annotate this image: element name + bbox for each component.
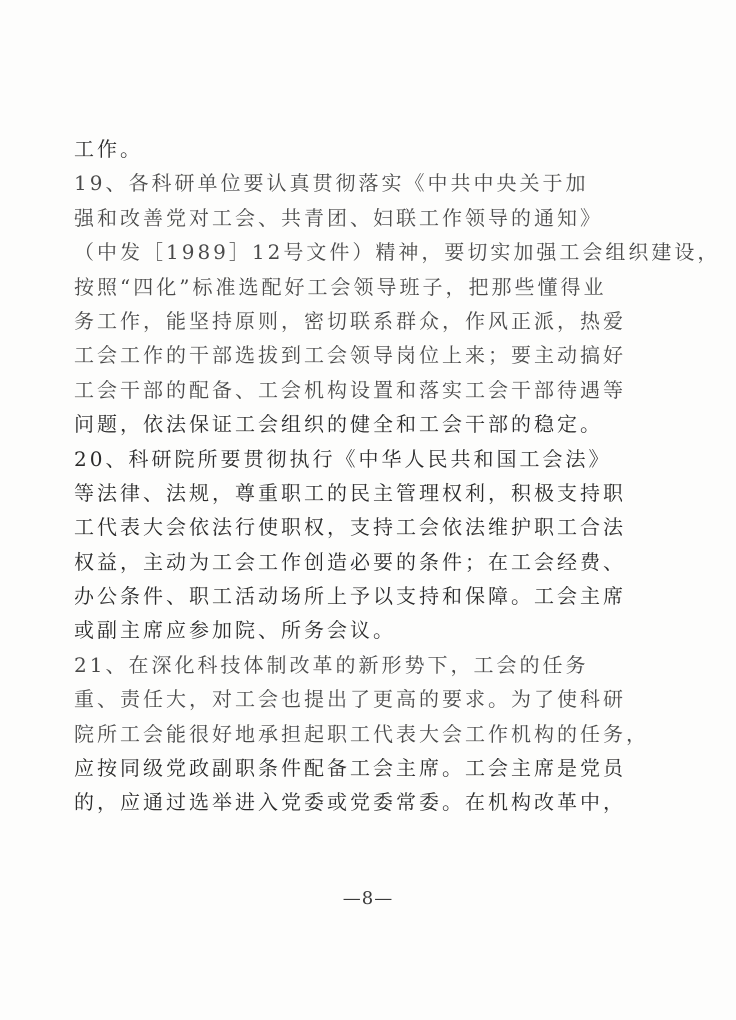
- text-line: 工会工作的干部选拔到工会领导岗位上来；要主动搞好: [74, 343, 626, 368]
- text-line: 工作。: [74, 137, 143, 161]
- text-line: 应按同级党政副职条件配备工会主席。工会主席是党员: [74, 756, 626, 781]
- text-line: 等法律、法规，尊重职工的民主管理权利，积极支持职: [74, 480, 626, 505]
- text-line: 21、在深化科技体制改革的新形势下，工会的任务: [74, 652, 589, 677]
- text-line: 院所工会能很好地承担起职工代表大会工作机构的任务，: [74, 721, 649, 746]
- text-line: 20、科研院所要贯彻执行《中华人民共和国工会法》: [74, 446, 612, 471]
- text-line: 务工作，能坚持原则，密切联系群众，作风正派，热爱: [74, 308, 626, 333]
- text-line: 的，应通过选举进入党委或党委常委。在机构改革中，: [74, 790, 626, 815]
- text-line: 办公条件、职工活动场所上予以支持和保障。工会主席: [74, 584, 626, 609]
- text-line: （中发［1989］12号文件）精神，要切实加强工会组织建设，: [74, 240, 721, 265]
- text-line: 19、各科研单位要认真贯彻落实《中共中央关于加: [74, 171, 589, 196]
- text-line: 问题，依法保证工会组织的健全和工会干部的稳定。: [74, 412, 603, 437]
- text-line: 或副主席应参加院、所务会议。: [74, 618, 396, 643]
- text-line: 重、责任大，对工会也提出了更高的要求。为了使科研: [74, 687, 626, 712]
- text-line: 强和改善党对工会、共青团、妇联工作领导的通知》: [74, 205, 603, 230]
- text-line: 工会干部的配备、工会机构设置和落实工会干部待遇等: [74, 377, 626, 402]
- page-number: —8—: [342, 888, 394, 909]
- text-line: 工代表大会依法行使职权，支持工会依法维护职工合法: [74, 515, 626, 540]
- body-text: [74, 132, 721, 820]
- text-line: 权益，主动为工会工作创造必要的条件；在工会经费、: [74, 549, 626, 574]
- text-line: 按照“四化”标准选配好工会领导班子，把那些懂得业: [74, 274, 607, 299]
